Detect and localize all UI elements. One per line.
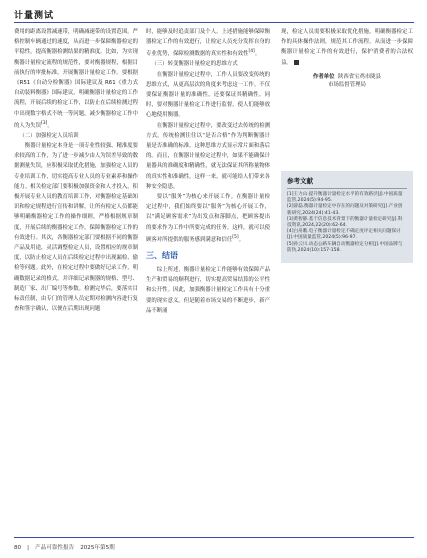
reference-item: [1]王力山.提升衡器计量检定水平的有效路径[J].中国质量监管,2024(5):94-95. [287,192,403,204]
header-divider [14,22,414,23]
paragraph: 费用的距离设置减速带，明确减速带的设置范围。严格控制车辆通过的速度，从而进一步保障衡器检定的平稳性，提高衡器检测结果的精准度。比如，为实现衡器计量检定流程的规范性，要对衡器规程，根据目前执行的审批标准，开展衡器计量检定工作。要根据《R51《自动分检衡器》国际建议及 R61《重力式自动装料衡器》国际建议，明确衡器计量检定的工作流程，开展后续的检定工作，以防止在后续检测过程中出现数字格式不统一等问题，减少衡器检定工作中的人为失误[3]。 [14,29,138,129]
text-column-left [14,27,138,314]
paragraph: 时，能够及时追责部门及个人。上述措施能够保障衡器检定工作的有效进行，让检定人员充分发挥自身的专业优势，保障检测数据的真实性和有效性[4]。 [146,29,270,58]
author-affiliation: 陕西省宝鸡市陇县 [337,73,382,80]
paragraph: 综上所述，衡器计量检定工作能够有效保障产品生产和贸易的顺利进行，切实提高贸易结算的公平性和公开性。因此，加强衡器计量检定工作具有十分重要的现实意义。但是随着市场交易的不断进步，新产品不断涌 [146,267,271,314]
paragraph: 要以“服务”为核心来开展工作。在衡器计量检定过程中，我们始终要以“服务”为核心开展工作，以“满足顾客需求”为出发点和落脚点，把顾客提出的要求作为工作中所要完成的任务。这样，就可以使顾客对所提供的服务感到满意和信任[5]。 [146,194,270,243]
author-affiliation-line2: 市场监督管理局 [328,81,366,88]
section-title: 计量测试 [14,11,55,21]
citation: [3] [40,120,48,126]
reference-item: [4]白帛瞧.电子衡器计量检定不确定度评定相关问题探讨[J].中国质量监管,2024(5):96-97. [287,229,401,241]
page-number: 80 [14,545,22,551]
section-heading: 三、结语 [146,250,178,260]
citation: [5] [232,234,239,240]
reference-item: [2]薛磊.衡器计量检定中存在的问题及对策研究[J].产业创新研究,2024(24):41-43. [287,204,403,216]
footer-separator: | [27,545,30,551]
paragraph: 衡器计量检定本身是一项专业性较强、精准度要求较高的工作，为了进一步减少由人为误差导致的数据测量失误，应积极采取优化措施，加强检定人员的专业培训工作，切实提高专业人员的专业素养和操作能力。相关检定部门要积极加强资金和人才投入，积极开展专业人员的教育培训工作，对衡器检定基础知识和检定规程进行宣传和讲解，让所有检定人员都能够明确衡器检定工作的操作细则，严格根据规章制度，开展后续的衡器检定工作，保障衡器检定工作的有效进行。其次，各衡器检定部门要根据不同的衡器产品及用途，灵活调整检定人员，设置相应的规章制度，以防止检定人员在后续检定过程中出现漏检、偷检等问题。此外，在检定过程中要做好记录工作，明确数据记录的格式，并详细记录衡器的规格、型号、制造厂家、出厂编号等参数。检测完毕后，要落实目标责任制，由专门的管理人员定期对检测内容进行复查和签字确认，以便在后期出现问题 [14,143,139,313]
references-title: 参考文献 [287,177,313,185]
paragraph: 在衡器计量检定过程中，工作人员要改变传统的思维方式，从更高层次的角度来考虑这一工作。不仅要保证衡器计量的准确性，还要保证其精确性。同时，要对衡器计量检定工作进行监督，使人们能够放心地使用衡器。 [146,71,271,119]
references-list [287,192,407,254]
paragraph: 在衡器计量检定过程中，要改变过去传统的检测方式。传统检测往往以“是否合格”作为判断衡器计量是否准确的标准。这种思维方式显示常片面和落后的。而且，在衡器计量检定过程中，如果不能确保计量器具的准确度和精确性，就无法保证其所称量物体的真实性和准确性。这样一来，就可能给人们带来各种安全隐患。 [146,122,271,190]
references-divider [287,188,407,189]
text-column-middle [146,27,270,316]
page-footer [0,534,427,558]
paragraph: 现，检定人员需要积极采取优化措施，明确衡器检定工作的具体操作法则，规范其工作流程，从而进一步保障衡器计量检定工作的有效进行，保护消费者的合法权益。 [281,29,413,66]
reference-item: [3]黄智静.基于信息技术背景下的衡器计量检定研究[J].科技资讯,2024,22(20):62-64. [287,216,403,229]
references-box [281,171,413,263]
page-header [14,3,414,23]
author-block [281,73,413,89]
end-mark-icon [294,60,299,65]
author-label: 作者单位 [312,73,335,80]
subsection-heading: （二）加强检定人员培训 [19,132,79,139]
footer-divider [14,537,414,538]
subsection-heading: （三）转变衡器计量检定的思维方式 [151,61,238,68]
magazine-name: 产品可靠性报告 [35,545,75,551]
issue-label: 2025年第5期 [80,545,115,551]
text-column-right [281,27,413,89]
reference-item: [5]孙云川.动态公路车辆自动衡器检定分析[J].中国品牌与防伪,2024(10):157-158. [287,241,403,253]
citation: [4] [248,49,255,55]
